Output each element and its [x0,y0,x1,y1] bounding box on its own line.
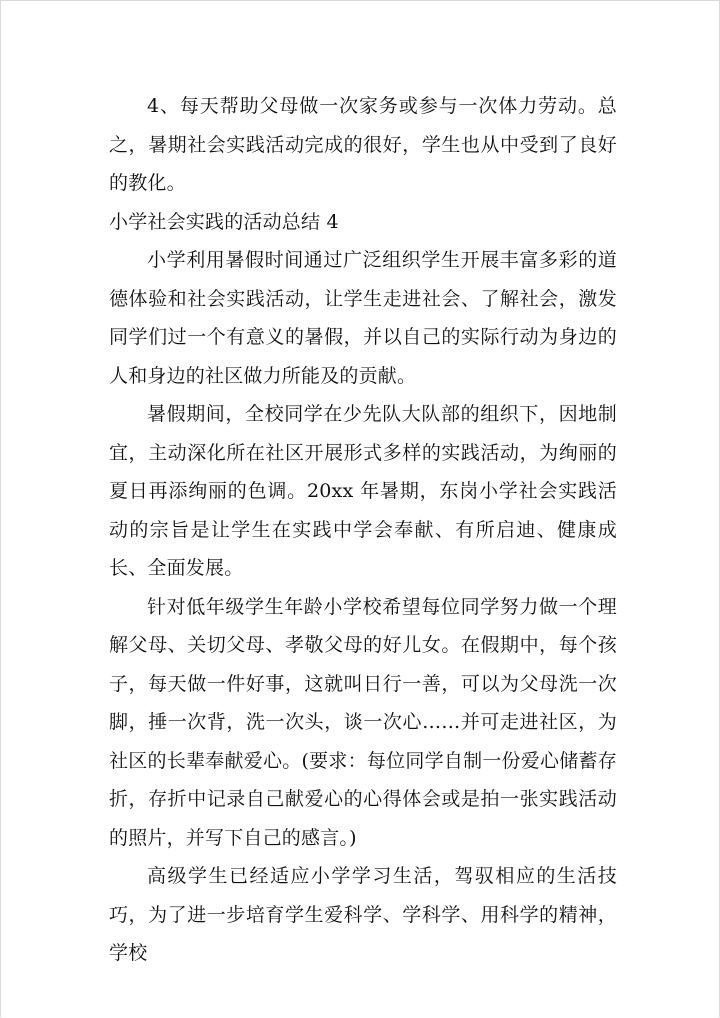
section-heading: 小学社会实践的活动总结 4 [109,210,339,233]
paragraph-intro: 小学利用暑假时间通过广泛组织学生开展丰富多彩的道德体验和社会实践活动，让学生走进社会、了解社会，激发同学们过一个有意义的暑假，并以自己的实际行动为身边的人和身边的社区做力所能及的贡献。 [109,249,617,387]
paragraph-upper-grades: 高级学生已经适应小学学习生活，驾驭相应的生活技巧，为了进一步培育学生爱科学、学科学、用科学的精神，学校 [109,865,617,964]
paragraph-lower-grades: 针对低年级学生年龄小学校希望每位同学努力做一个理解父母、关切父母、孝敬父母的好儿女。在假期中，每个孩子，每天做一件好事，这就叫日行一善，可以为父母洗一次脚，捶一次背，洗一次头，谈一次心……并可走进社区，为社区的长辈奉献爱心。(要求：每位同学自制一份爱心储蓄存折，存折中记录自己献爱心的心得体会或是拍一张实践活动的照片，并写下自己的感言。) [109,595,617,849]
paragraph-item-4: 4、每天帮助父母做一次家务或参与一次体力劳动。总之，暑期社会实践活动完成的很好，学生也从中受到了良好的教化。 [109,95,617,194]
document-body [109,87,617,973]
paragraph-summer: 暑假期间，全校同学在少先队大队部的组织下，因地制宜，主动深化所在社区开展形式多样的实践活动，为绚丽的夏日再添绚丽的色调。20xx 年暑期，东岗小学社会实践活动的宗旨是让学生在实践中学会奉献、有所启迪、健康成长、全面发展。 [109,403,617,579]
